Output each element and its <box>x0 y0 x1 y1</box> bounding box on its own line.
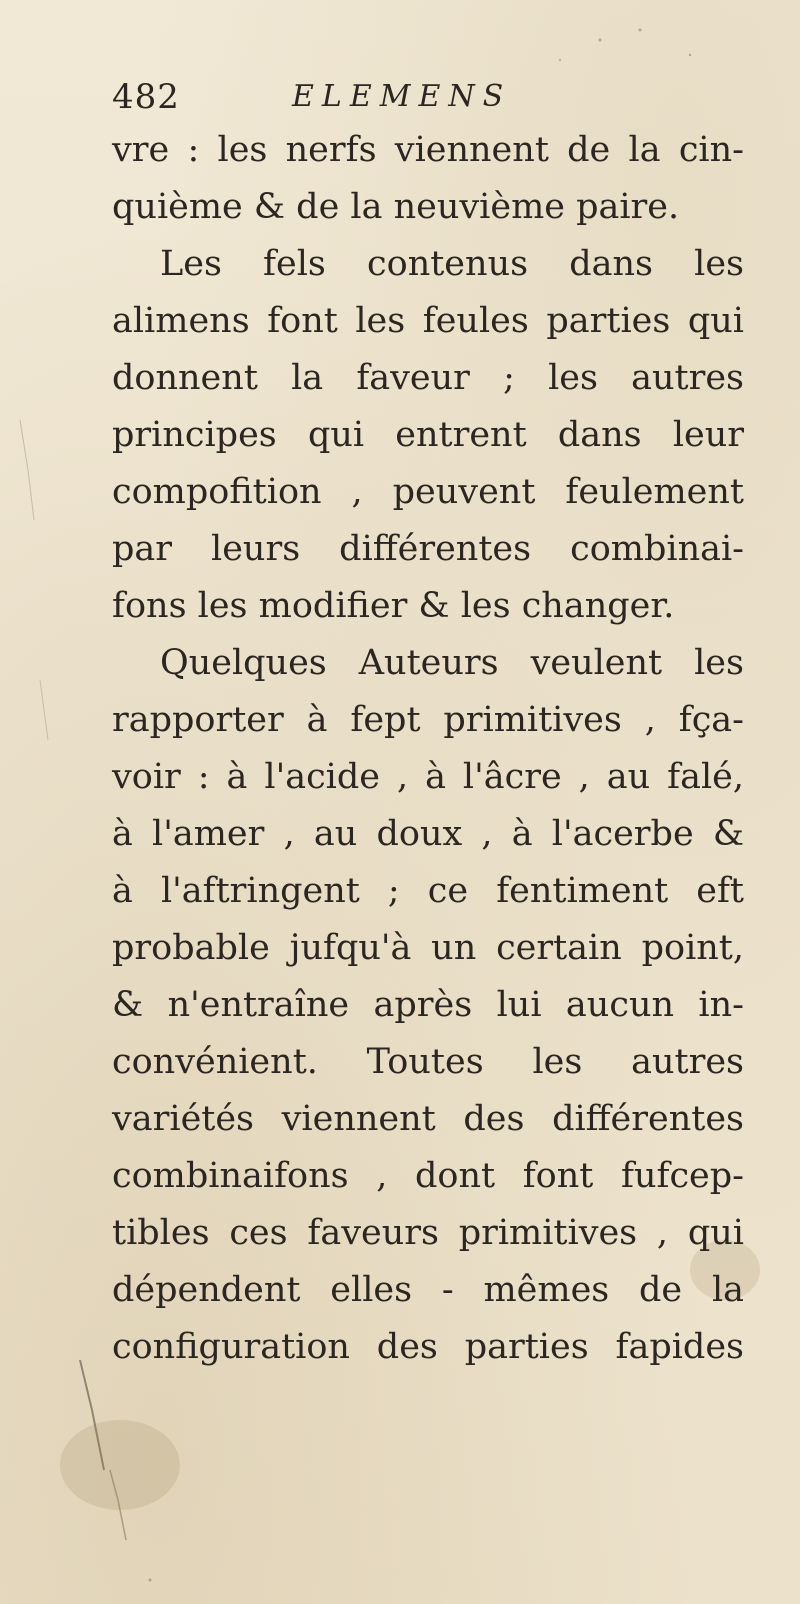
text-line: Quelques Auteurs veulent les <box>160 643 744 683</box>
text-line: voir : à l'acide , à l'âcre , au falé, <box>112 757 744 797</box>
text-line: combinaifons , dont font fufcep- <box>112 1156 744 1196</box>
text-line: quième & de la neuvième paire. <box>112 187 680 227</box>
text-line: fons les modifier & les changer. <box>112 586 675 626</box>
text-line: Les fels contenus dans les <box>160 244 744 284</box>
text-line: donnent la faveur ; les autres <box>112 358 744 398</box>
main-text <box>112 122 744 1376</box>
text-line: dépendent elles - mêmes de la <box>112 1270 744 1310</box>
text-line: alimens font les feules parties qui <box>112 301 744 341</box>
text-line: vre : les nerfs viennent de la cin- <box>112 130 744 170</box>
running-head <box>112 72 672 122</box>
running-title: ELEMENS <box>292 79 512 114</box>
page-number: 482 <box>112 77 180 117</box>
text-line: & n'entraîne après lui aucun in- <box>112 985 744 1025</box>
text-line: variétés viennent des différentes <box>112 1099 744 1139</box>
paper-stain <box>60 1420 180 1510</box>
text-line: compofition , peuvent feulement <box>112 472 744 512</box>
text-line: tibles ces faveurs primitives , qui <box>112 1213 744 1253</box>
text-line: à l'amer , au doux , à l'acerbe & <box>112 814 744 854</box>
text-line: probable jufqu'à un certain point, <box>112 928 744 968</box>
text-line: par leurs différentes combinai- <box>112 529 744 569</box>
text-line: configuration des parties fapides <box>112 1327 744 1367</box>
text-line: à l'aftringent ; ce fentiment eft <box>112 871 744 911</box>
text-line: rapporter à fept primitives , fça- <box>112 700 744 740</box>
text-line: convénient. Toutes les autres <box>112 1042 744 1082</box>
text-line: principes qui entrent dans leur <box>112 415 744 455</box>
